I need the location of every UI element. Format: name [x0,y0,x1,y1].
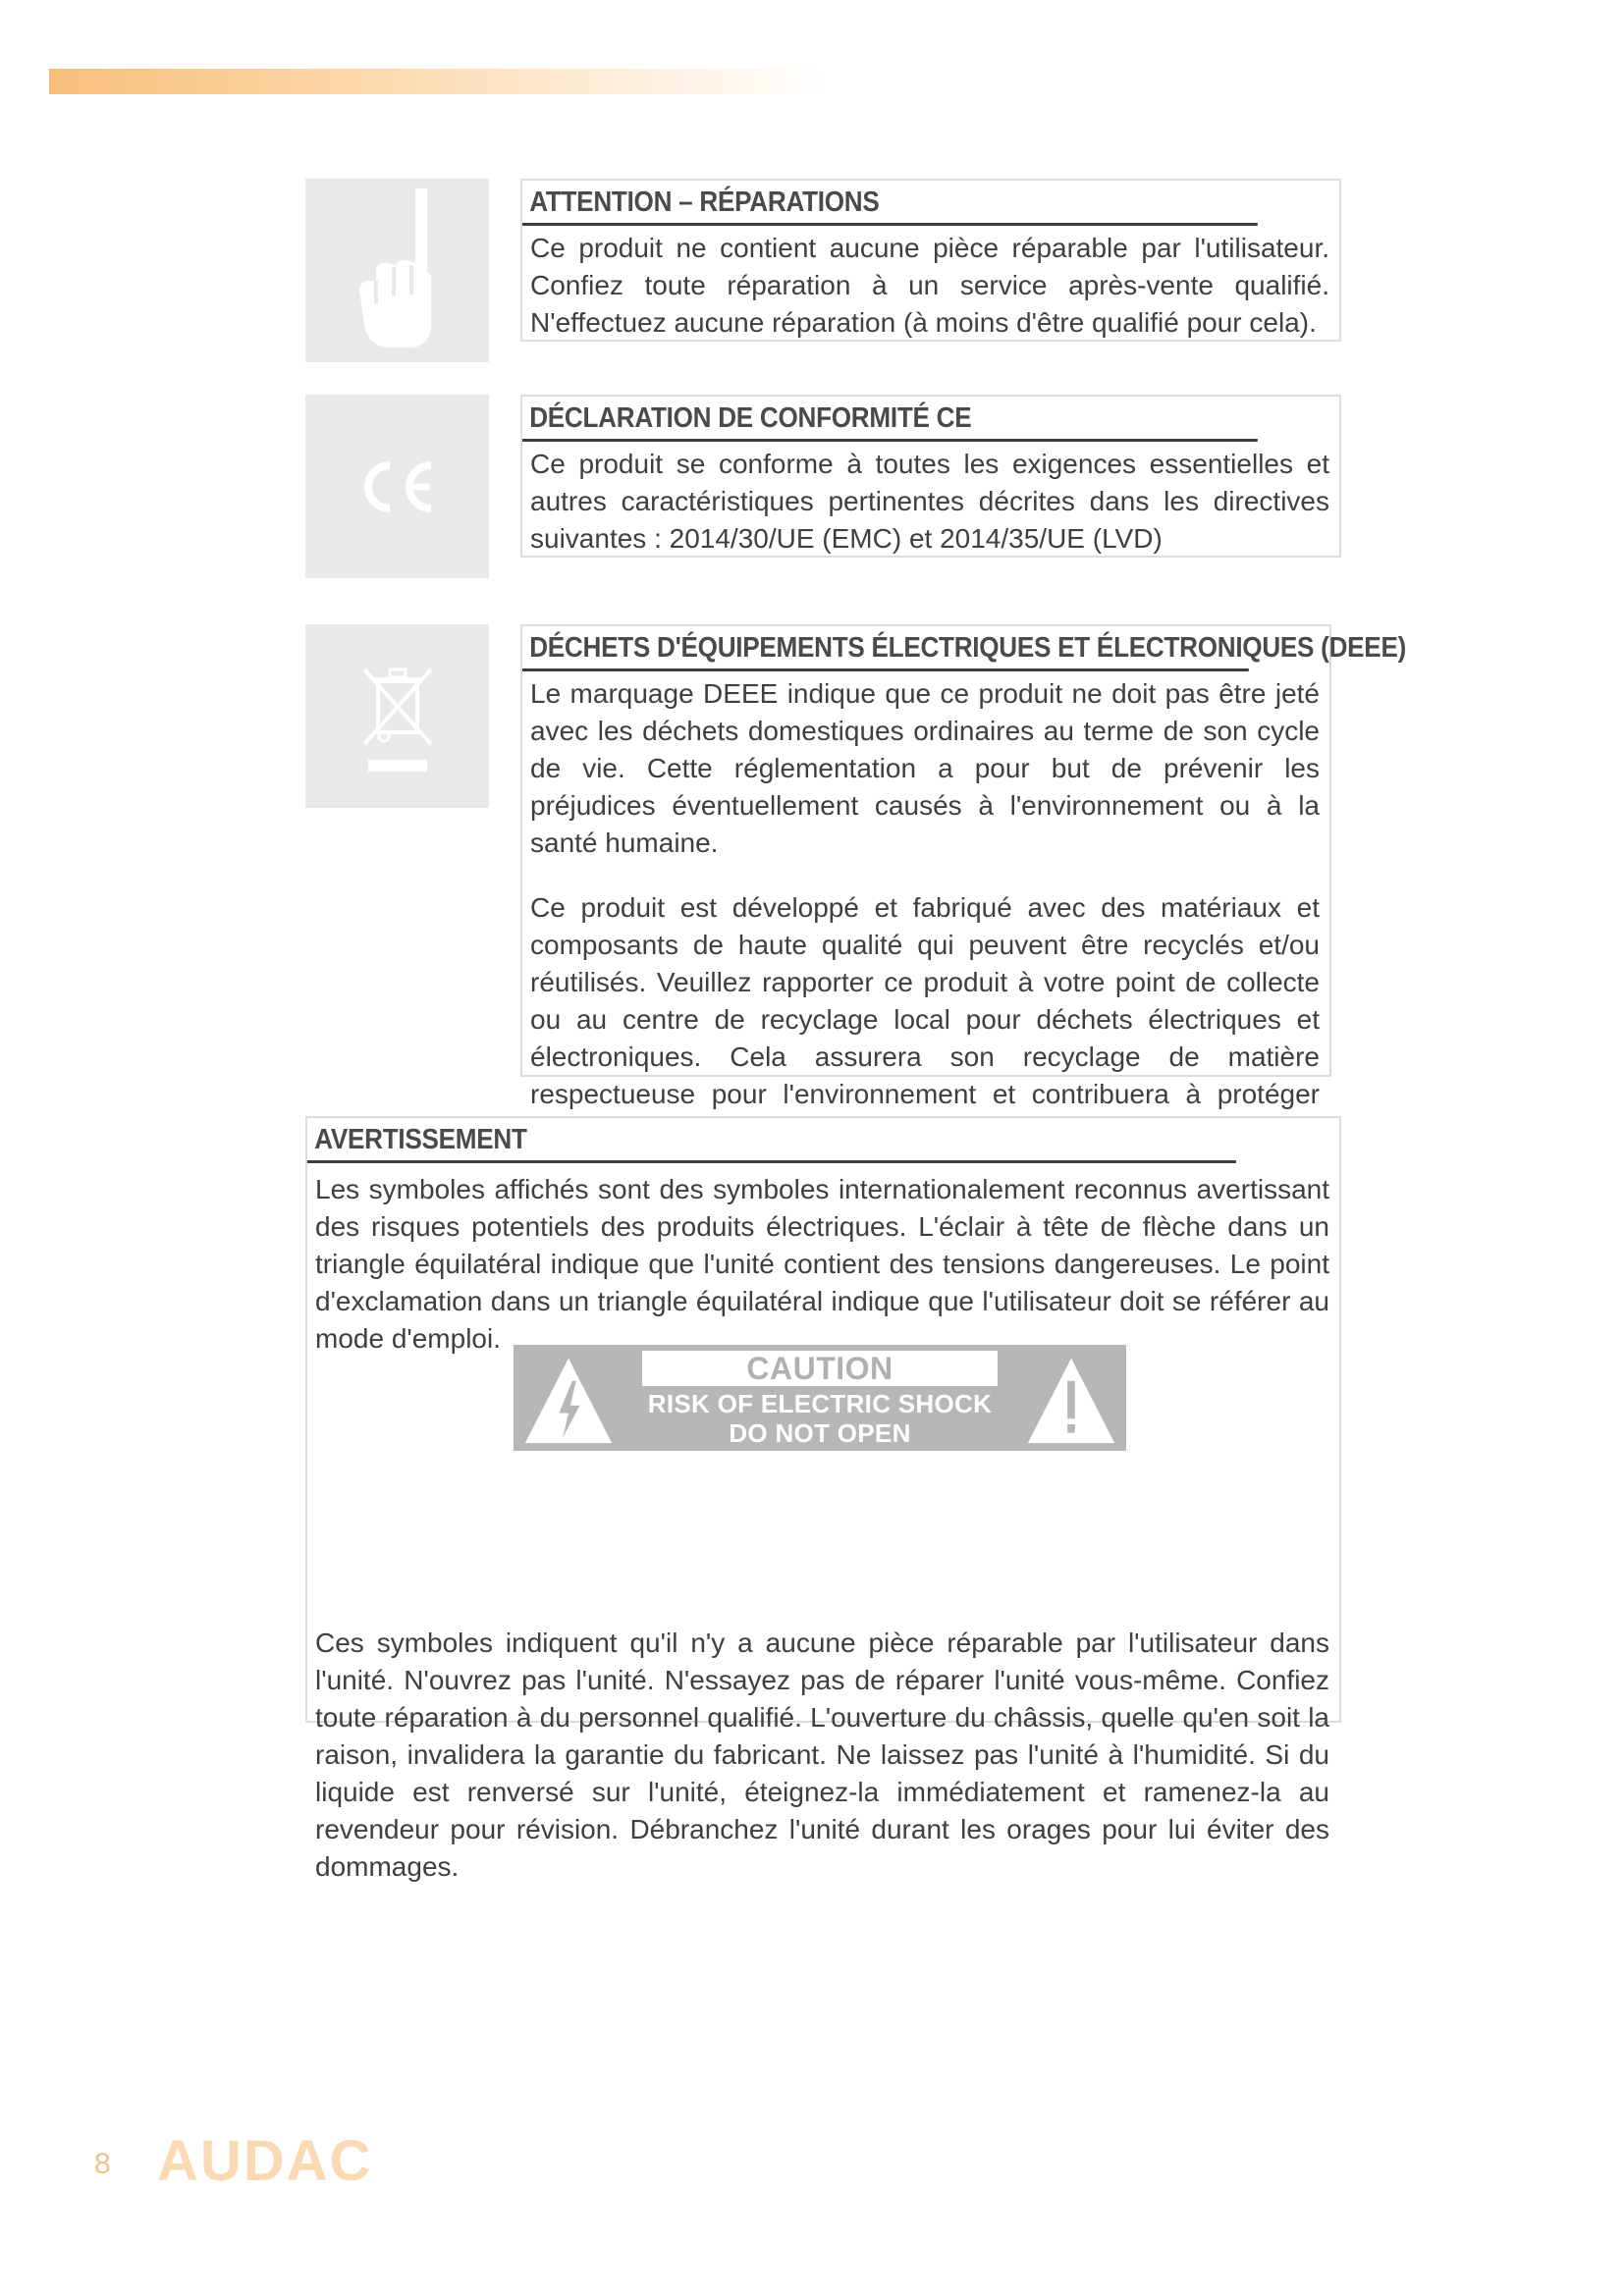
caution-line-2: DO NOT OPEN [729,1418,911,1448]
repair-icon-tile [305,179,489,362]
electric-shock-triangle-icon [519,1353,618,1447]
weee-title: DÉCHETS D'ÉQUIPEMENTS ÉLECTRIQUES ET ÉLECTRONIQUES (DEEE) [522,626,1249,671]
crossed-out-bin-icon [305,624,489,808]
weee-paragraph: Le marquage DEEE indique que ce produit ne doit pas être jeté avec les déchets domestiques ordinaires au terme de son cycle de vie. Cette réglementation a pour but de prévenir les préjudices éventuellement causés à l'environnement ou à la santé humaine. [530,678,1320,858]
repairs-title: ATTENTION – RÉPARATIONS [522,181,1258,226]
exclamation-triangle-icon [1022,1353,1120,1447]
repairs-body: Ce produit ne contient aucune pièce réparable par l'utilisateur. Confiez toute réparation à un service après-vente qualifié. N'effectuez aucune réparation (à moins d'être qualifié pour cela). [530,233,1329,338]
warning-body [307,1163,1339,1363]
weee-paragraph: Ce produit est développé et fabriqué avec des matériaux et composants de haute qualité qui peuvent être recyclés et/ou réutilisés. Veuillez rapporter ce produit à votre point de collecte ou au centre de recyclage local pour déchets électriques et électroniques. Cela assurera son recyclage de matière respectueuse pour l'environnement et contribuera à protéger [530,892,1320,1109]
weee-box [520,624,1407,1109]
warning-body-2 [307,1621,1339,1892]
ce-title: DÉCLARATION DE CONFORMITÉ CE [522,397,1258,442]
caution-label: CAUTION [642,1351,998,1386]
weee-icon-tile [305,624,489,808]
page-number: 8 [94,2148,111,2180]
ce-body: Ce produit se conforme à toutes les exigences essentielles et autres caractéristiques pertinentes décrites dans les directives suivantes : 2014/30/UE (EMC) et 2014/35/UE (LVD) [530,449,1329,554]
warning-title: AVERTISSEMENT [307,1118,1236,1163]
caution-line-1: RISK OF ELECTRIC SHOCK [647,1389,993,1418]
raised-finger-hand-icon [305,179,489,362]
warning-paragraph: Les symboles affichés sont des symboles internationalement reconnus avertissant des risques potentiels des produits électriques. L'éclair à tête de flèche dans un triangle équilatéral indique que l'unité contient des tensions dangereuses. Le point d'exclamation dans un triangle équilatéral indique que l'utilisateur doit se référer au mode d'emploi. [315,1174,1329,1354]
weee-body [522,671,1329,1156]
ce-mark-icon [305,395,489,578]
repairs-box [520,179,1341,342]
ce-icon-tile [305,395,489,578]
audac-logo: AUDAC [157,2129,373,2193]
header-accent-bar [49,69,825,94]
caution-label-graphic [514,1345,1126,1451]
ce-box [520,395,1341,558]
warning-paragraph: Ces symboles indiquent qu'il n'y a aucune pièce réparable par l'utilisateur dans l'unité. N'ouvrez pas l'unité. N'essayez pas de réparer l'unité vous-même. Confiez toute réparation à du personnel qualifié. L'ouverture du châssis, quelle qu'en soit la raison, invalidera la garantie du fabricant. Ne laissez pas l'unité à l'humidité. Si du liquide est renversé sur l'unité, éteignez-la immédiatement et ramenez-la au revendeur pour révision. Débranchez l'unité durant les orages pour lui éviter des dommages. [315,1628,1329,1882]
